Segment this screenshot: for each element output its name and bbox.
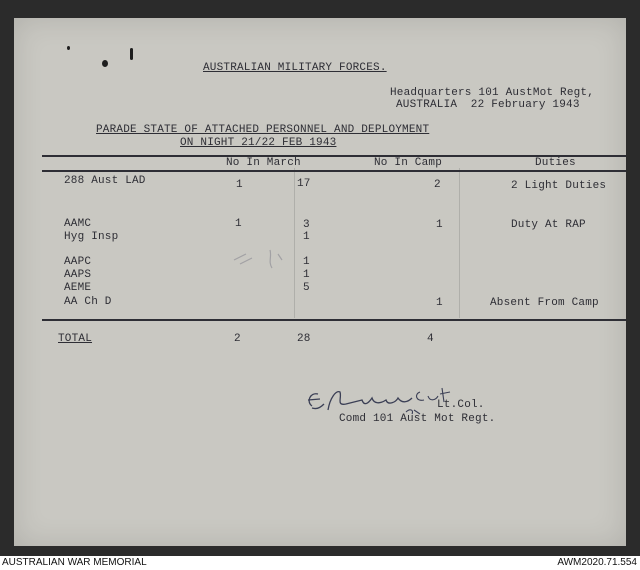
row-no-in-march: 3 xyxy=(303,219,310,231)
row-no-in-march: 1 xyxy=(303,231,310,243)
row-no-in-camp: 1 xyxy=(436,219,443,231)
footer-left: AUSTRALIAN WAR MEMORIAL xyxy=(2,557,147,568)
column-header-no-in-camp: No In Camp xyxy=(374,157,443,169)
row-no-in-march: 1 xyxy=(303,256,310,268)
row-unit: AAPC xyxy=(64,256,92,268)
row-no-in-march: 1 xyxy=(235,218,242,230)
row-unit: Hyg Insp xyxy=(64,231,119,243)
row-unit: AA Ch D xyxy=(64,296,112,308)
header-rule-bottom xyxy=(42,170,626,172)
row-duties: Duty At RAP xyxy=(511,219,586,231)
column-header-duties: Duties xyxy=(535,157,576,169)
row-no-in-camp: 2 xyxy=(434,179,441,191)
row-unit: 288 Aust LAD xyxy=(64,175,146,187)
column-guide xyxy=(459,168,460,318)
total-no-in-march: 2 xyxy=(234,333,241,345)
row-no-in-march: 5 xyxy=(303,282,310,294)
row-unit: AAMC xyxy=(64,218,92,230)
footer-right: AWM2020.71.554 xyxy=(557,557,637,568)
punch-hole xyxy=(130,48,133,60)
document-sheet xyxy=(14,18,626,546)
signature-command: Comd 101 Aust Mot Regt. xyxy=(339,413,496,425)
row-duties: 2 Light Duties xyxy=(511,180,607,192)
row-unit: AAPS xyxy=(64,269,92,281)
pencil-mark xyxy=(232,246,292,270)
row-duties: Absent From Camp xyxy=(490,297,599,309)
document-title-line2: ON NIGHT 21/22 FEB 1943 xyxy=(180,137,337,149)
row-no-in-march: 1 xyxy=(236,179,243,191)
total-rule xyxy=(42,319,626,321)
total-no-in-march: 28 xyxy=(297,333,311,345)
org-title: AUSTRALIAN MILITARY FORCES. xyxy=(203,62,387,74)
punch-hole xyxy=(67,46,70,50)
total-label: TOTAL xyxy=(58,333,93,345)
column-header-no-in-march: No In March xyxy=(226,157,301,169)
total-no-in-camp: 4 xyxy=(427,333,434,345)
column-guide xyxy=(294,168,295,318)
hq-line: Headquarters 101 AustMot Regt, xyxy=(390,87,595,99)
row-no-in-camp: 1 xyxy=(436,297,443,309)
row-no-in-march: 17 xyxy=(297,178,311,190)
date-line: AUSTRALIA 22 February 1943 xyxy=(396,99,580,111)
signature-rank: Lt.Col. xyxy=(437,399,485,411)
row-unit: AEME xyxy=(64,282,92,294)
document-title-line1: PARADE STATE OF ATTACHED PERSONNEL AND DEPLOYMENT xyxy=(96,124,430,136)
row-no-in-march: 1 xyxy=(303,269,310,281)
punch-hole xyxy=(102,60,108,67)
